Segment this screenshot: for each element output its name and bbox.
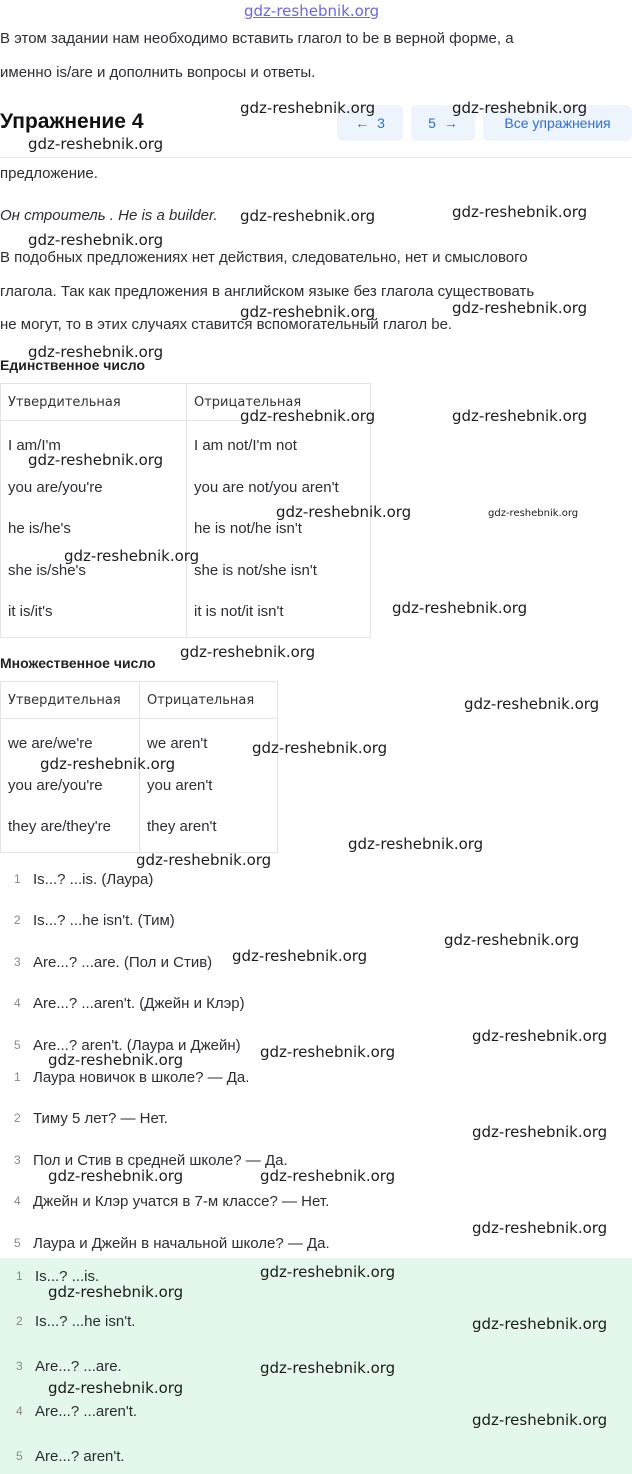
item-text: Лаура новичок в школе? — Да.: [33, 1068, 250, 1086]
item-number: 4: [14, 1194, 21, 1208]
plural-negative-item: you aren't: [147, 776, 213, 794]
example-sentence: Он строитель . He is a builder.: [0, 207, 218, 224]
next-exercise-label: 5: [428, 115, 436, 131]
singular-affirmative-item: it is/it's: [8, 603, 53, 620]
item-number: 1: [16, 1269, 23, 1283]
item-number: 2: [16, 1314, 23, 1328]
watermark: gdz-reshebnik.org: [28, 343, 164, 361]
question-item: [0, 867, 153, 891]
watermark: gdz-reshebnik.org: [48, 1379, 184, 1397]
singular-header-negative: Отрицательная: [187, 384, 371, 421]
watermark: gdz-reshebnik.org: [240, 207, 376, 225]
item-text: Is...? ...is.: [35, 1267, 100, 1285]
paragraph-line-2: глагола. Так как предложения в английском языке без глагола существовать: [0, 283, 535, 300]
item-text: Is...? ...is. (Лаура): [33, 870, 154, 888]
item-number: 4: [14, 996, 21, 1010]
question-item: [0, 991, 245, 1015]
watermark: gdz-reshebnik.org: [392, 599, 528, 617]
question-item: [0, 908, 175, 932]
all-exercises-label: Все упражнения: [504, 115, 611, 131]
item-number: 5: [14, 1236, 21, 1250]
plural-header-affirmative: Утвердительная: [1, 682, 140, 719]
item-text: Джейн и Клэр учатся в 7-м классе? — Нет.: [33, 1192, 330, 1210]
singular-header-affirmative: Утвердительная: [1, 384, 187, 421]
watermark: gdz-reshebnik.org: [260, 1043, 396, 1061]
singular-negative-item: I am not/I'm not: [194, 437, 297, 454]
question-item: [0, 950, 212, 974]
paragraph-line-3: не могут, то в этих случаях ставится вспомогательный глагол be.: [0, 316, 453, 333]
plural-affirmative-cell: [1, 719, 140, 853]
watermark: gdz-reshebnik.org: [464, 695, 600, 713]
watermark: gdz-reshebnik.org: [472, 1219, 608, 1237]
watermark: gdz-reshebnik.org: [48, 1283, 184, 1301]
translation-item: [0, 1231, 330, 1255]
watermark: gdz-reshebnik.org: [452, 203, 588, 221]
watermark: gdz-reshebnik.org: [240, 303, 376, 321]
plural-negative-item: we aren't: [147, 735, 208, 752]
singular-affirmative-item: she is/she's: [8, 561, 86, 579]
singular-affirmative-item: I am/I'm: [8, 437, 61, 454]
watermark: gdz-reshebnik.org: [48, 1051, 184, 1069]
intro-line-2: именно is/are и дополнить вопросы и ответы.: [0, 64, 316, 81]
fragment-text: предложение.: [0, 165, 98, 182]
item-text: Лаура и Джейн в начальной школе? — Да.: [33, 1234, 330, 1252]
item-number: 1: [14, 872, 21, 886]
answer-item: [2, 1354, 122, 1378]
plural-title: Множественное число: [0, 655, 156, 671]
watermark: gdz-reshebnik.org: [260, 1263, 396, 1281]
watermark: gdz-reshebnik.org: [452, 99, 588, 117]
watermark: gdz-reshebnik.org: [252, 739, 388, 757]
plural-affirmative-item: we are/we're: [8, 735, 93, 752]
watermark: gdz-reshebnik.org: [472, 1027, 608, 1045]
item-number: 2: [14, 1111, 21, 1125]
item-text: Тиму 5 лет? — Нет.: [33, 1109, 168, 1127]
singular-negative-item: you are not/you aren't: [194, 478, 339, 496]
item-number: 2: [14, 913, 21, 927]
watermark: gdz-reshebnik.org: [260, 1359, 396, 1377]
translation-item: [0, 1189, 329, 1213]
item-number: 1: [14, 1070, 21, 1084]
answer-item: [2, 1399, 137, 1423]
answer-item: [2, 1444, 125, 1468]
watermark: gdz-reshebnik.org: [136, 851, 272, 869]
item-text: Are...? ...aren't. (Джейн и Клэр): [33, 994, 245, 1012]
item-text: Пол и Стив в средней школе? — Да.: [33, 1151, 288, 1169]
watermark: gdz-reshebnik.org: [28, 135, 164, 153]
item-number: 3: [16, 1359, 23, 1373]
paragraph-line-1: В подобных предложениях нет действия, следовательно, нет и смыслового: [0, 249, 528, 266]
page-title: Упражнение 4: [0, 110, 144, 133]
singular-negative-item: she is not/she isn't: [194, 561, 317, 579]
singular-negative-item: he is not/he isn't: [194, 520, 302, 537]
watermark: gdz-reshebnik.org: [260, 1167, 396, 1185]
singular-affirmative-item: you are/you're: [8, 478, 103, 496]
plural-header-negative: Отрицательная: [140, 682, 278, 719]
arrow-right-icon: →: [443, 115, 458, 131]
watermark: gdz-reshebnik.org: [232, 947, 368, 965]
watermark: gdz-reshebnik.org: [240, 407, 376, 425]
watermark[interactable]: gdz-reshebnik.org: [244, 2, 380, 20]
watermark: gdz-reshebnik.org: [48, 1167, 184, 1185]
intro-line-1: В этом задании нам необходимо вставить глагол to be в верной форме, а: [0, 30, 514, 47]
watermark: gdz-reshebnik.org: [472, 1315, 608, 1333]
watermark: gdz-reshebnik.org: [444, 931, 580, 949]
plural-affirmative-item: they are/they're: [8, 818, 111, 835]
item-number: 3: [14, 955, 21, 969]
watermark: gdz-reshebnik.org: [240, 99, 376, 117]
item-text: Are...? ...aren't.: [35, 1402, 138, 1420]
item-text: Are...? ...are.: [35, 1357, 122, 1375]
item-text: Are...? aren't. (Лаура и Джейн): [33, 1036, 241, 1054]
item-text: Is...? ...he isn't.: [35, 1312, 136, 1330]
watermark: gdz-reshebnik.org: [472, 1411, 608, 1429]
translation-item: [0, 1106, 168, 1130]
item-text: Are...? aren't.: [35, 1447, 125, 1465]
answer-item: [2, 1309, 135, 1333]
watermark: gdz-reshebnik.org: [40, 755, 176, 773]
plural-affirmative-item: you are/you're: [8, 776, 103, 794]
divider: [0, 157, 632, 158]
watermark: gdz-reshebnik.org: [180, 643, 316, 661]
watermark: gdz-reshebnik.org: [452, 407, 588, 425]
singular-title: Единственное число: [0, 357, 146, 373]
watermark: gdz-reshebnik.org: [472, 1123, 608, 1141]
item-text: Is...? ...he isn't. (Тим): [33, 911, 175, 929]
prev-exercise-label: 3: [377, 115, 385, 131]
watermark: gdz-reshebnik.org: [276, 503, 412, 521]
arrow-left-icon: ←: [355, 115, 370, 131]
watermark: gdz-reshebnik.org: [452, 299, 588, 317]
item-number: 5: [16, 1449, 23, 1463]
watermark: gdz-reshebnik.org: [28, 451, 164, 469]
item-number: 5: [14, 1038, 21, 1052]
watermark: gdz-reshebnik.org: [28, 231, 164, 249]
singular-negative-item: it is not/it isn't: [194, 603, 284, 620]
plural-negative-item: they aren't: [147, 818, 217, 835]
watermark: gdz-reshebnik.org: [348, 835, 484, 853]
item-text: Are...? ...are. (Пол и Стив): [33, 953, 213, 971]
watermark: gdz-reshebnik.org: [488, 508, 579, 519]
watermark: gdz-reshebnik.org: [64, 547, 200, 565]
singular-affirmative-item: he is/he's: [8, 520, 71, 537]
item-number: 3: [14, 1153, 21, 1167]
singular-negative-cell: [187, 421, 371, 638]
item-number: 4: [16, 1404, 23, 1418]
